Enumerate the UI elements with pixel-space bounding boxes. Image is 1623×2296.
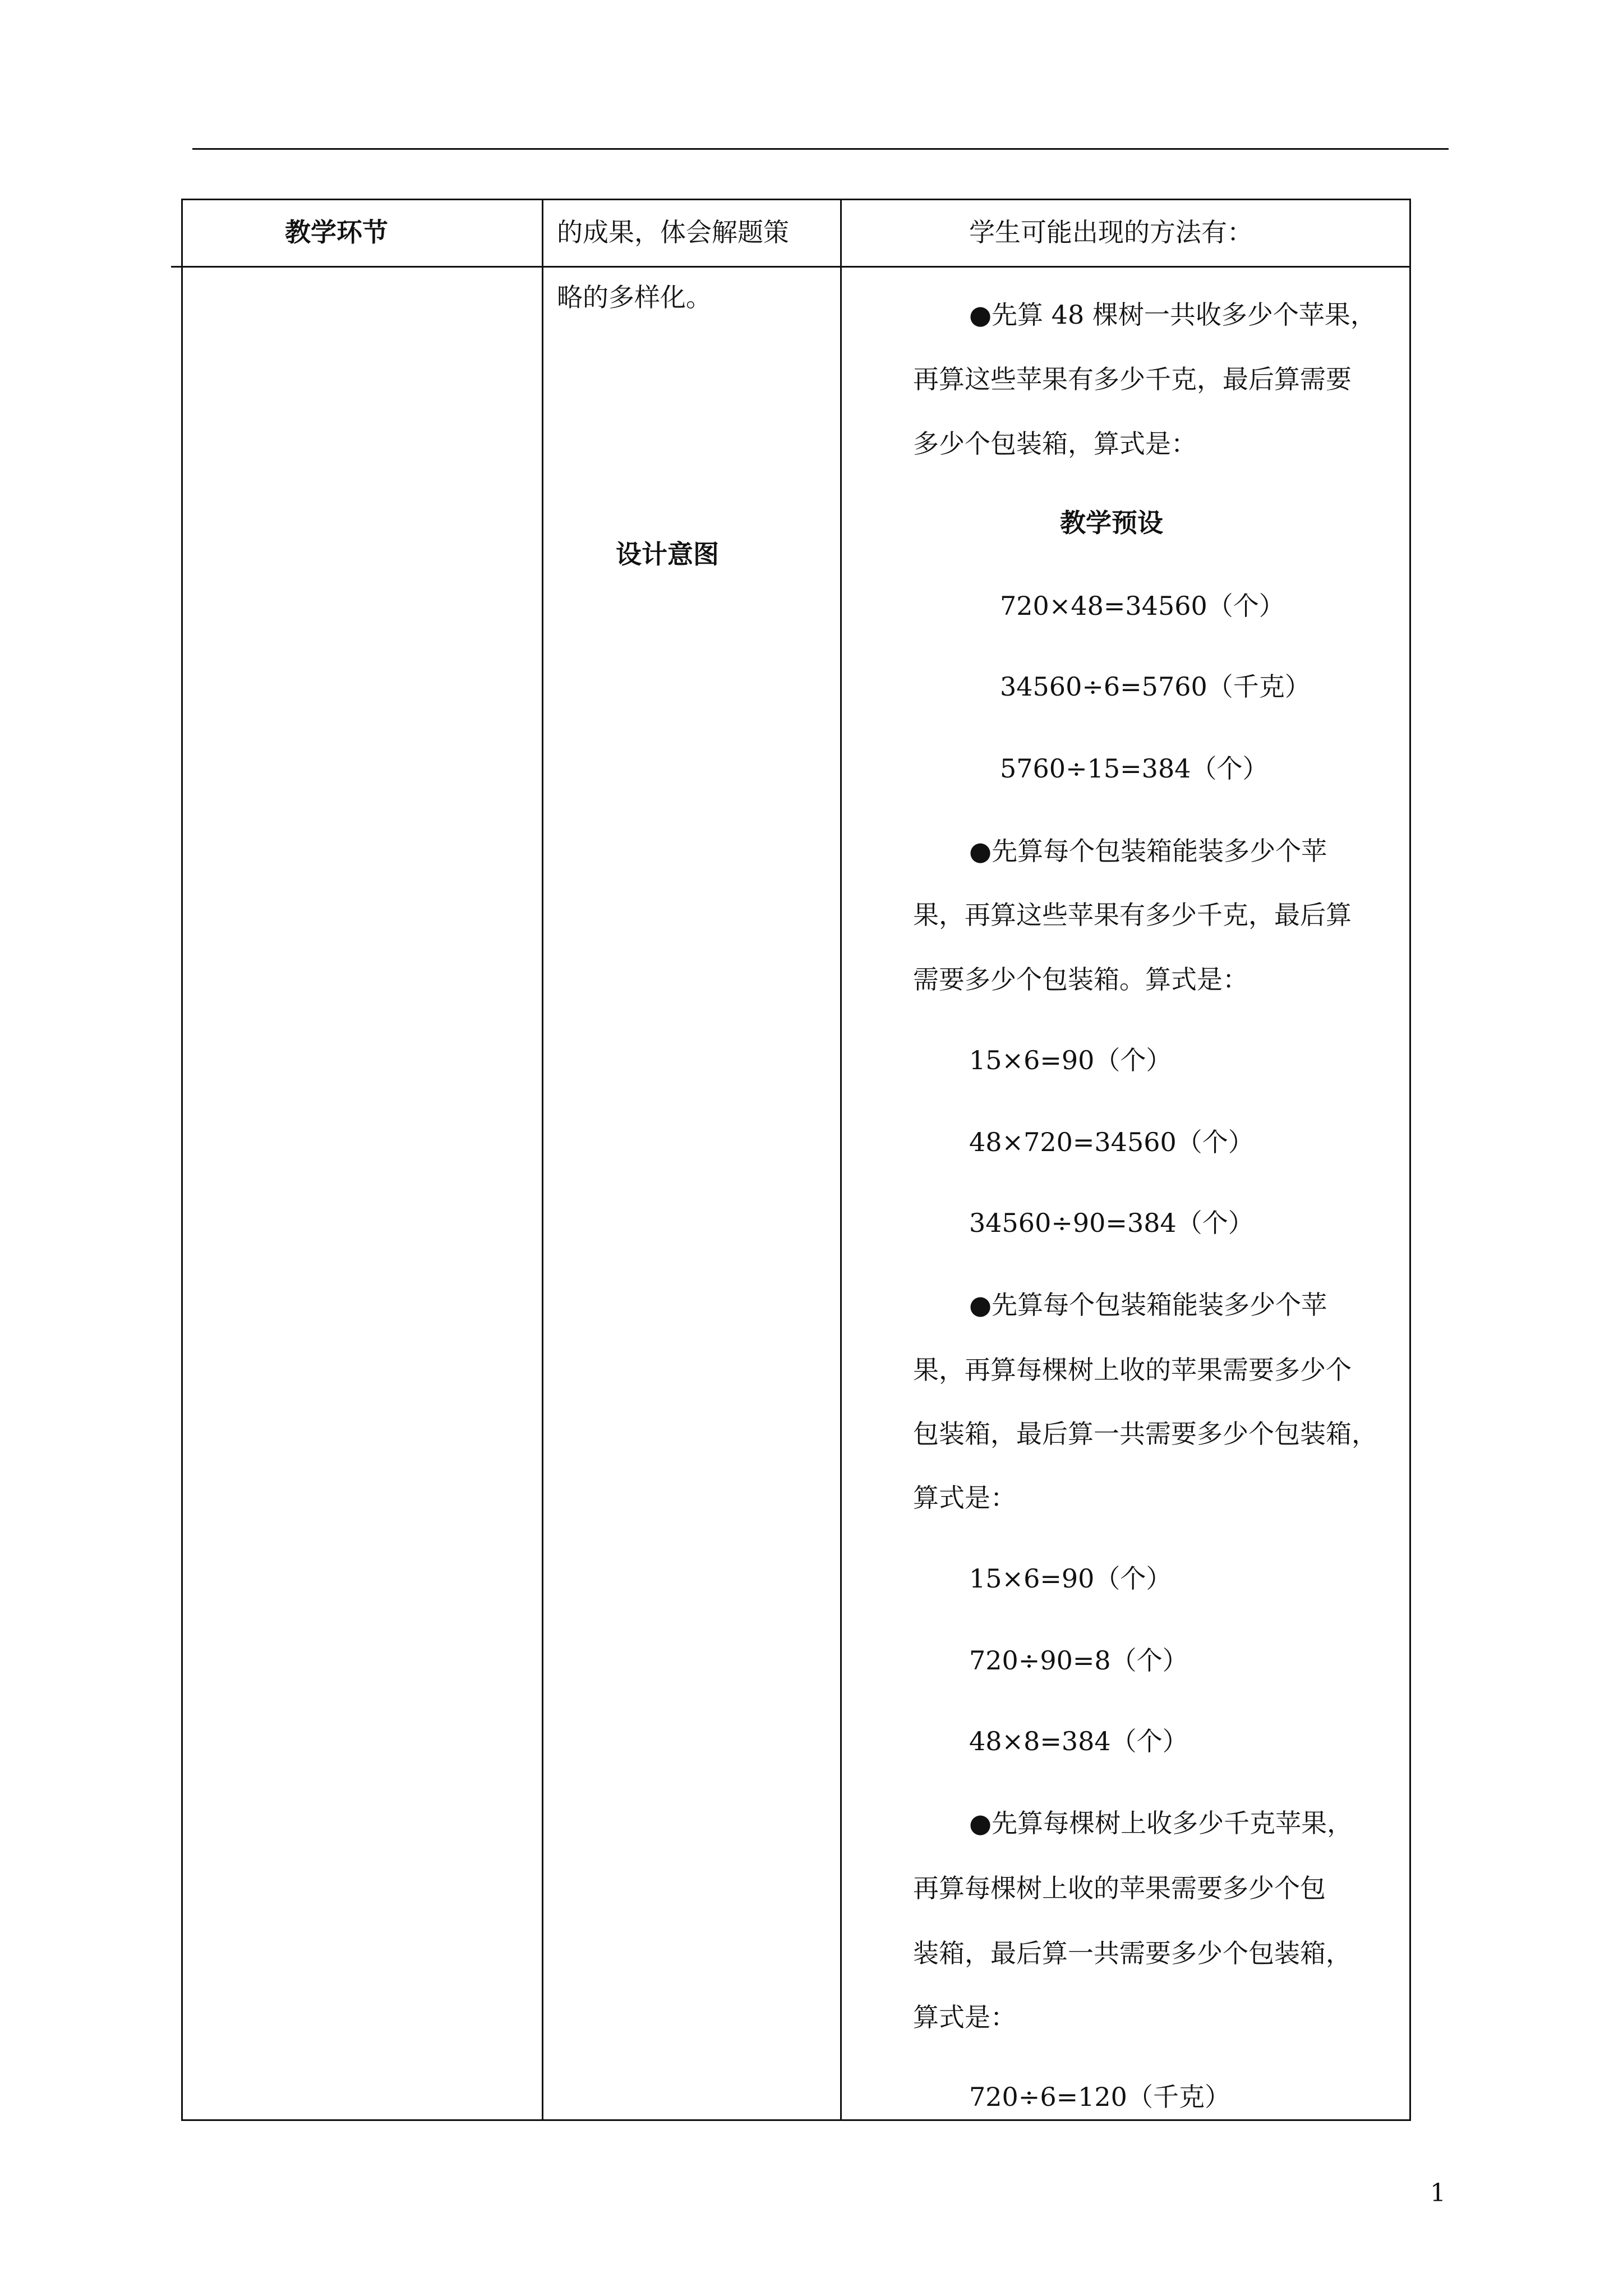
- method4-line1: ●先算每棵树上收多少千克苹果，: [969, 1808, 1353, 1838]
- col2-continuation: 略的多样化。: [557, 282, 712, 312]
- method3-eq1: 15×6=90（个）: [969, 1563, 1172, 1594]
- method2-eq3: 34560÷90=384（个）: [969, 1208, 1254, 1238]
- method3-eq3: 48×8=384（个）: [969, 1726, 1188, 1756]
- page-number: 1: [1430, 2179, 1446, 2207]
- header-teaching-stage: 教学环节: [285, 217, 388, 247]
- method3-line2: 果，再算每棵树上收的苹果需要多少个: [913, 1355, 1352, 1385]
- header-row-divider: [171, 266, 1411, 268]
- header-col2-text: 的成果，体会解题策: [557, 217, 789, 247]
- method4-line4: 算式是：: [913, 2002, 1016, 2032]
- method2-line3: 需要多少个包装箱。算式是：: [913, 964, 1248, 995]
- header-rule: [192, 148, 1449, 150]
- method2-line2: 果，再算这些苹果有多少千克，最后算: [913, 900, 1352, 930]
- method1-line1: ●先算 48 棵树一共收多少个苹果，: [969, 300, 1376, 330]
- method1-line2: 再算这些苹果有多少千克，最后算需要: [913, 364, 1352, 394]
- method3-line4: 算式是：: [913, 1483, 1016, 1513]
- design-intent-label: 设计意图: [616, 539, 719, 569]
- column-divider-1: [542, 199, 543, 2121]
- method3-eq2: 720÷90=8（个）: [969, 1645, 1188, 1676]
- method1-eq2: 34560÷6=5760（千克）: [1000, 671, 1311, 702]
- header-col3-text: 学生可能出现的方法有：: [969, 217, 1253, 247]
- method3-line1: ●先算每个包装箱能装多少个苹: [969, 1290, 1327, 1320]
- method1-line3: 多少个包装箱，算式是：: [913, 429, 1197, 459]
- method1-eq3: 5760÷15=384（个）: [1000, 753, 1269, 784]
- method4-line2: 再算每棵树上收的苹果需要多少个包: [913, 1873, 1326, 1903]
- column-divider-2: [840, 199, 842, 2121]
- method1-eq1: 720×48=34560（个）: [1000, 591, 1285, 621]
- method4-eq1: 720÷6=120（千克）: [969, 2082, 1230, 2112]
- method3-line3: 包装箱，最后算一共需要多少个包装箱，: [913, 1419, 1377, 1449]
- method2-line1: ●先算每个包装箱能装多少个苹: [969, 836, 1327, 866]
- method4-line3: 装箱，最后算一共需要多少个包装箱，: [913, 1938, 1352, 1968]
- teaching-preset-label: 教学预设: [1060, 508, 1163, 538]
- method2-eq1: 15×6=90（个）: [969, 1045, 1172, 1075]
- method2-eq2: 48×720=34560（个）: [969, 1127, 1254, 1157]
